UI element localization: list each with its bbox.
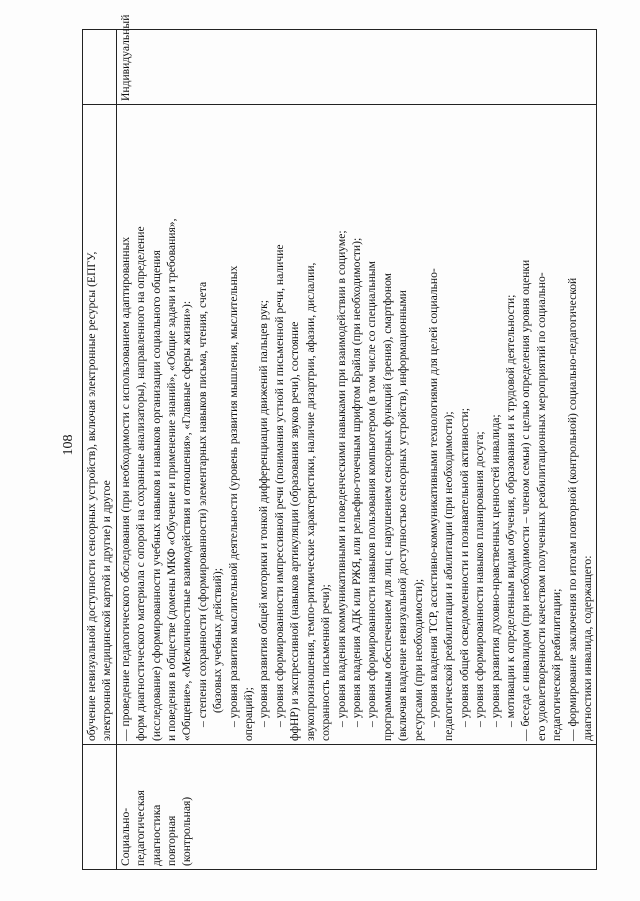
content-line: — формирование заключения по итогам повторной (контрольной) социально-педагогической: [565, 277, 579, 741]
content-line: – степени сохранности (сформированности) элементарных навыков письма, чтения, счета: [195, 281, 209, 727]
rehab-table: [82, 14, 597, 870]
content-line: – мотивации к определенным видам обучения, образования и к трудовой деятельности;: [503, 294, 517, 727]
top-row-text: [83, 105, 117, 745]
table-row: [116, 30, 597, 870]
content-line: и поведения в обществе (домены МКФ «Обучение и применение знаний», «Общие задачи и требования»,: [165, 218, 179, 741]
content-line: – уровня сформированности импрессивной речи (понимания устной и письменной речи, наличие: [272, 244, 286, 727]
service-name-cell: [116, 745, 597, 870]
content-line: диагностики инвалида, содержащего:: [581, 555, 594, 741]
top-row-col1: [83, 745, 117, 870]
table-row: [83, 30, 117, 870]
content-line: – уровня развития духовно-нравственных ценностей инвалида;: [488, 414, 502, 727]
content-line: – уровня сформированности навыков пользования компьютером (в том числе со специальным: [365, 261, 379, 727]
content-line: операций);: [242, 687, 256, 741]
service-name-line: педагогическая: [134, 790, 148, 866]
top-row-col3: [83, 30, 117, 105]
content-line: – уровня развития мыслительной деятельности (уровень развития мышления, мыслительных: [226, 265, 240, 727]
content-line: – уровня владения коммуникативными и поведенческими навыками при взаимодействии в социуме;: [334, 230, 348, 727]
service-content-cell: [116, 105, 597, 745]
content-line: – уровня общей осведомленности и познавательной активности;: [457, 408, 471, 727]
content-line: «Общение», «Межличностные взаимодействия и отношения», «Главные сферы жизни»):: [180, 300, 194, 741]
content-line: — проведение педагогического обследования (при необходимости с использованием адаптированных: [118, 236, 132, 741]
service-name-line: (контрольная): [180, 796, 194, 866]
content-line: программным обеспечением для лиц с нарушением сенсорных функций (зрения), смартфоном: [380, 273, 394, 741]
text-line: электронной медицинской картой и другие) и другое: [100, 480, 114, 741]
content-line: педагогической реабилитации;: [550, 588, 564, 741]
content-line: форм диагностического материала с опорой на сохранные анализаторы), направленного на определение: [134, 226, 148, 741]
page-number: 108: [61, 434, 76, 456]
content-line: — беседа с инвалидом (при необходимости – членом семьи) с целью определения уровня оценки: [519, 259, 533, 741]
text-line: обучение невизуальной доступности сенсорных устройств), включая электронные ресурсы (ЕПГУ,: [85, 251, 98, 741]
content-line: (базовых учебных действий);: [211, 568, 225, 713]
content-line: – уровня владения АДК или РЖЯ, или рельефно-точечным шрифтом Брайля (при необходимости);: [349, 237, 363, 727]
content-line: ресурсами (при необходимости);: [411, 578, 425, 741]
content-line: его удовлетворенности качеством полученных реабилитационных мероприятий по социально-: [534, 272, 548, 741]
content-line: – уровня развития общей моторики и тонкой дифференциации движений пальцев рук;: [257, 299, 271, 727]
service-name-line: повторная: [165, 815, 179, 866]
content-line: ффНР) и экспрессивной (навыков артикуляции (образования звуков речи), состояние: [288, 321, 302, 741]
content-line: – уровня сформированности навыков планирования досуга;: [473, 431, 487, 727]
content-line: звукопроизношения, темпо-ритмические характеристики, наличие дизартрии, афазии, дислалии,: [303, 262, 317, 741]
content-line: – уровня владения ТСР, ассистивно-коммуникативными технологиями для целей социально-: [426, 268, 440, 727]
service-name-line: диагностика: [149, 804, 163, 866]
content-line: педагогической реабилитации и абилитации (при необходимости);: [442, 411, 456, 741]
form-cell: Индивидуальный: [116, 30, 597, 105]
content-line: сохранность письменной речи);: [319, 584, 333, 741]
content-line: (включая владение невизуальной доступностью сенсорных устройств), информационными: [396, 290, 410, 741]
rotated-content: [60, 14, 594, 870]
service-name-line: Социально-: [118, 807, 132, 866]
content-line: (исследование) сформированности учебных навыков и навыков организации социального общения: [149, 250, 163, 741]
